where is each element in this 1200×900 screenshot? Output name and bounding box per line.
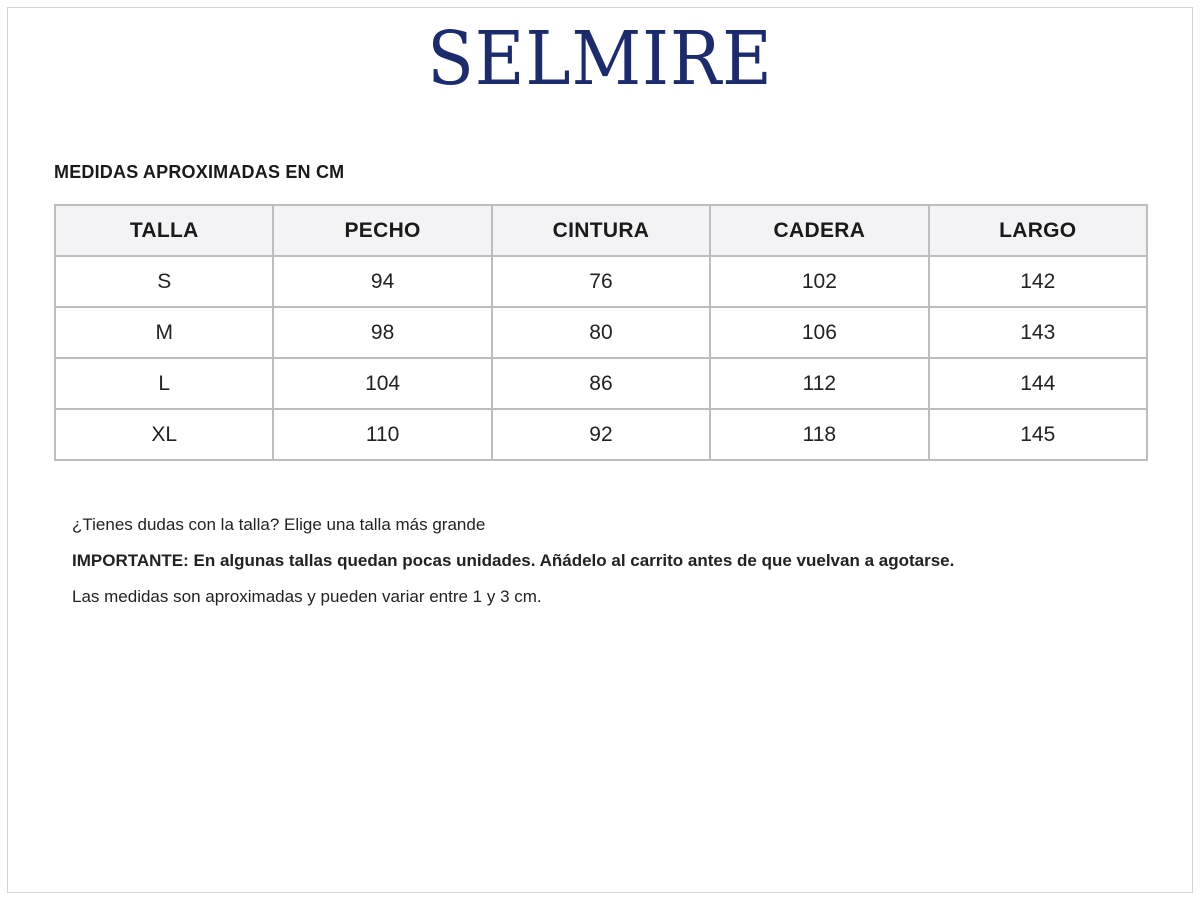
cell-talla: M [55, 307, 273, 358]
table-row [55, 307, 1147, 358]
cell-cintura: 80 [492, 307, 710, 358]
note-size-doubt: ¿Tienes dudas con la talla? Elige una talla más grande [72, 515, 486, 534]
cell-pecho: 104 [273, 358, 491, 409]
notes-block [72, 514, 954, 622]
cell-talla: XL [55, 409, 273, 460]
cell-pecho: 110 [273, 409, 491, 460]
cell-cintura: 92 [492, 409, 710, 460]
section-title: MEDIDAS APROXIMADAS EN CM [54, 162, 345, 182]
cell-cadera: 112 [710, 358, 928, 409]
header-talla: TALLA [55, 205, 273, 256]
cell-cadera: 102 [710, 256, 928, 307]
cell-pecho: 98 [273, 307, 491, 358]
cell-cadera: 118 [710, 409, 928, 460]
table-row [55, 409, 1147, 460]
size-table [54, 204, 1148, 461]
header-cintura: CINTURA [492, 205, 710, 256]
header-cadera: CADERA [710, 205, 928, 256]
table-row [55, 256, 1147, 307]
table-row [55, 358, 1147, 409]
note-important: IMPORTANTE: En algunas tallas quedan pocas unidades. Añádelo al carrito antes de que vuelvan a agotarse. [72, 551, 955, 570]
table-header-row [55, 205, 1147, 256]
cell-largo: 145 [929, 409, 1147, 460]
cell-largo: 144 [929, 358, 1147, 409]
brand-logo: SELMIRE [427, 16, 773, 102]
header-pecho: PECHO [273, 205, 491, 256]
note-approximate: Las medidas son aproximadas y pueden variar entre 1 y 3 cm. [72, 587, 542, 606]
cell-largo: 142 [929, 256, 1147, 307]
cell-cintura: 76 [492, 256, 710, 307]
header-largo: LARGO [929, 205, 1147, 256]
cell-talla: S [55, 256, 273, 307]
cell-pecho: 94 [273, 256, 491, 307]
cell-cintura: 86 [492, 358, 710, 409]
cell-talla: L [55, 358, 273, 409]
cell-cadera: 106 [710, 307, 928, 358]
cell-largo: 143 [929, 307, 1147, 358]
